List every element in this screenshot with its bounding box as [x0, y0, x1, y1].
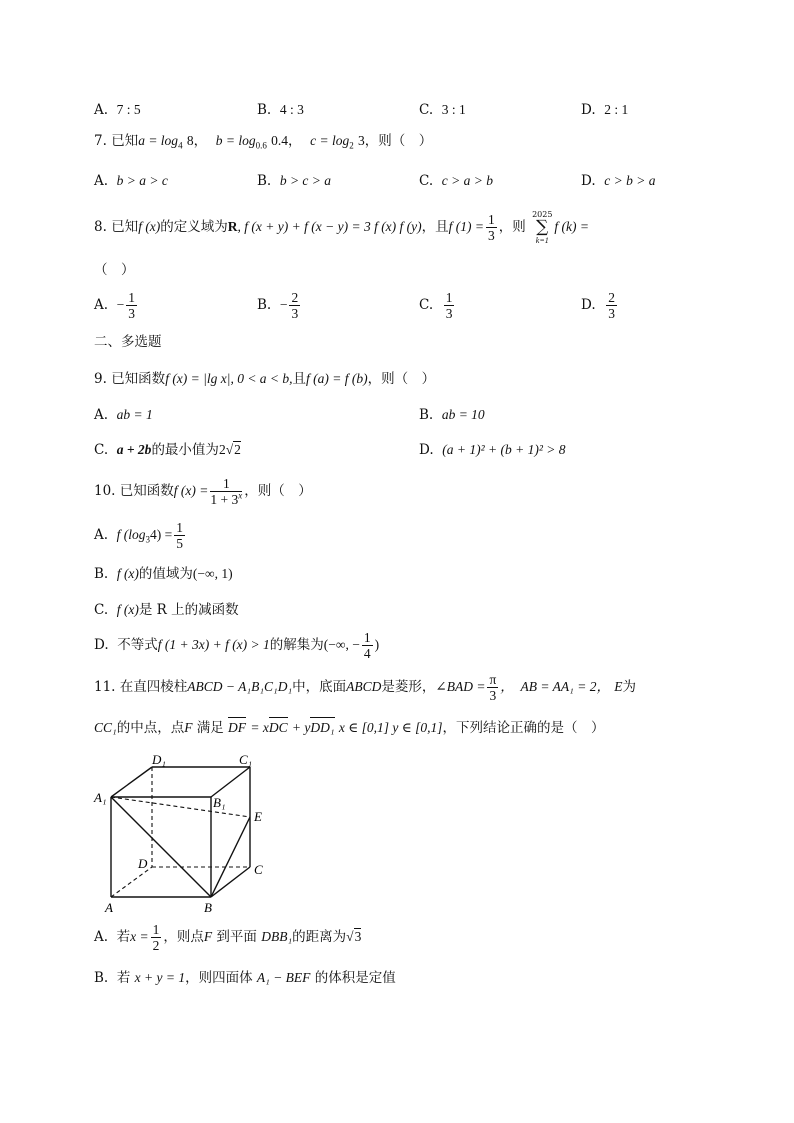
- denominator: 3: [128, 306, 136, 321]
- q7-option-c: [419, 174, 493, 189]
- exponent: x: [238, 490, 243, 501]
- q10-stem: [94, 476, 312, 507]
- numerator: 1: [128, 290, 136, 305]
- math-expr: a + 2b: [116, 442, 152, 457]
- question-number: 7.: [94, 133, 107, 149]
- fraction: [126, 290, 137, 321]
- question-text: 的定义域为: [160, 219, 228, 235]
- question-text: 的中点，点: [116, 720, 185, 736]
- math-expr: DBB₁: [261, 929, 293, 944]
- option-letter: A.: [94, 297, 109, 313]
- numerator: 1: [445, 290, 453, 305]
- math-expr: A₁ − BEF: [256, 970, 311, 985]
- q8-option-c: [419, 290, 456, 321]
- vector-dd1: DD₁: [310, 720, 335, 735]
- option-text: 若: [116, 970, 131, 986]
- question-text: 为: [622, 679, 636, 695]
- question-text: 已知函数: [111, 371, 166, 387]
- label-c: C: [254, 862, 263, 877]
- fraction: [151, 922, 162, 953]
- option-letter: C.: [419, 297, 434, 313]
- denominator-base: 1 + 3: [210, 492, 239, 507]
- option-text: 7 : 5: [116, 102, 141, 117]
- math-expr: f (log: [116, 527, 146, 542]
- option-letter: B.: [257, 173, 272, 189]
- option-text: 3 : 1: [441, 102, 466, 117]
- option-sign: −: [279, 297, 288, 312]
- fraction: [486, 212, 497, 243]
- denominator: 3: [608, 306, 615, 321]
- q7-option-d: [581, 174, 655, 189]
- math-expr: CC₁: [94, 720, 117, 735]
- option-text: c > b > a: [604, 173, 656, 188]
- math-expr: 3，则（ ）: [358, 133, 433, 148]
- denominator: 3: [291, 306, 299, 321]
- fraction: [487, 672, 498, 703]
- math-expr: ∠BAD =: [435, 679, 486, 694]
- option-text: c > a > b: [441, 173, 493, 188]
- math-expr: x ∈ [0,1] y ∈ [0,1]: [338, 720, 443, 735]
- q6-option-b: [257, 103, 304, 118]
- option-text: ，则四面体: [185, 970, 253, 986]
- q9-stem: [94, 372, 435, 387]
- option-letter: D.: [581, 297, 596, 313]
- option-text: 到平面: [216, 929, 257, 945]
- numerator: 1: [488, 212, 495, 227]
- math-expr: = x: [250, 720, 269, 735]
- q11-option-a: [94, 922, 361, 953]
- summation: [532, 210, 552, 245]
- math-expr: x =: [130, 929, 149, 944]
- option-letter: C.: [419, 102, 434, 118]
- math-expr: 4) =: [150, 527, 173, 542]
- question-text: 已知: [111, 133, 139, 149]
- denominator: 4: [363, 646, 371, 661]
- question-text: 满足: [196, 720, 224, 736]
- math-expr: f (x): [138, 219, 161, 234]
- option-text: 2 : 1: [604, 102, 629, 117]
- math-expr: ABCD − A₁B₁C₁D₁: [187, 679, 293, 694]
- q8-stem: [94, 208, 589, 246]
- math-expr: F: [184, 720, 193, 735]
- question-text: ，且: [421, 219, 449, 235]
- fraction: [210, 476, 242, 507]
- question-text: 中，底面: [292, 679, 347, 695]
- q11-stem: [94, 672, 636, 703]
- sqrt-radicand: 2: [234, 442, 241, 457]
- q7-option-b: [257, 174, 331, 189]
- math-expr: f (x) =: [173, 483, 209, 498]
- math-expr: (−∞, −: [323, 637, 360, 652]
- math-expr: (−∞, 1): [192, 566, 233, 581]
- math-expr: E: [614, 679, 623, 694]
- log-base: 3: [145, 534, 151, 545]
- option-text: 不等式: [117, 637, 158, 653]
- denominator: [210, 492, 242, 507]
- math-expr: ABCD: [346, 679, 382, 694]
- q10-option-d: [94, 630, 379, 661]
- math-expr: f (a) = f (b): [306, 371, 368, 386]
- math-expr: f (1) =: [448, 219, 485, 234]
- option-letter: B.: [257, 102, 272, 118]
- question-text: 已知函数: [119, 483, 174, 499]
- q11-option-b: [94, 971, 396, 986]
- numerator: 1: [363, 630, 371, 645]
- option-text: 的解集为: [269, 637, 324, 653]
- question-text: ，则（ ）: [367, 371, 436, 387]
- math-expr: f (1 + 3x) + f (x) > 1: [157, 637, 270, 652]
- math-expr: c = log: [310, 133, 350, 148]
- q11-stem-line2: [94, 721, 605, 736]
- math-expr: b = log: [215, 133, 256, 148]
- sqrt-sign: √: [346, 929, 354, 944]
- math-expr: f (k) =: [554, 219, 590, 234]
- log-base: 0.6: [255, 140, 267, 151]
- denominator: 3: [488, 228, 495, 243]
- option-letter: C.: [419, 173, 434, 189]
- math-expr: x + y = 1: [134, 970, 186, 985]
- math-expr: 2: [218, 442, 226, 457]
- prism-figure: [90, 752, 280, 917]
- math-expr: f (x) = |lg x|, 0 < a < b,: [165, 371, 293, 386]
- q10-option-b: [94, 567, 233, 582]
- vector-df: DF: [228, 720, 247, 735]
- numerator: 1: [176, 520, 183, 535]
- option-text: 是 R 上的减函数: [138, 602, 239, 618]
- numerator: 2: [291, 290, 299, 305]
- option-letter: C.: [94, 602, 109, 618]
- option-text: 的值域为: [138, 566, 193, 582]
- q8-option-a: [94, 290, 139, 321]
- question-text: 是菱形，: [381, 679, 436, 695]
- math-expr: F: [203, 929, 213, 944]
- vector-dc: DC: [268, 720, 288, 735]
- label-c1: C₁: [239, 752, 253, 767]
- option-letter: D.: [581, 102, 596, 118]
- fraction: [362, 630, 373, 661]
- option-text: b > a > c: [116, 173, 168, 188]
- math-expr: , f (x + y) + f (x − y) = 3 f (x) f (y): [237, 219, 422, 234]
- q10-option-a: [94, 520, 187, 551]
- section-heading: 二、多选题: [94, 334, 162, 350]
- numerator: 2: [608, 290, 615, 305]
- option-text: 的体积是定值: [314, 970, 396, 986]
- math-expr: ， AB = AA₁ = 2，: [500, 679, 610, 694]
- denominator: 5: [176, 536, 183, 551]
- option-letter: B.: [257, 297, 272, 313]
- label-e: E: [254, 809, 262, 824]
- reals-symbol: R: [227, 219, 238, 234]
- option-letter: C.: [94, 442, 109, 458]
- math-expr: 8，: [186, 133, 208, 148]
- denominator: 3: [445, 306, 453, 321]
- sqrt-sign: √: [225, 442, 234, 457]
- sqrt-radicand: 3: [354, 929, 362, 944]
- numerator: 1: [210, 476, 242, 492]
- option-letter: B.: [94, 970, 109, 986]
- question-text: ，则（ ）: [244, 483, 312, 499]
- question-text: 且: [292, 371, 307, 387]
- q6-option-a: [94, 103, 141, 118]
- option-text: ab = 1: [116, 407, 153, 422]
- option-text: ab = 10: [441, 407, 485, 422]
- label-d1: D₁: [152, 752, 166, 767]
- option-letter: B.: [94, 566, 109, 582]
- log-base: 4: [178, 140, 183, 151]
- option-letter: A.: [94, 527, 109, 543]
- label-b: B: [204, 900, 212, 915]
- denominator: 2: [152, 938, 160, 953]
- q9-option-b: [419, 408, 485, 423]
- math-expr: ): [374, 637, 380, 652]
- sigma-symbol: ∑: [536, 217, 549, 237]
- question-number: 9.: [94, 371, 107, 387]
- q8-option-b: [257, 290, 302, 321]
- option-text: (a + 1)² + (b + 1)² > 8: [442, 442, 566, 457]
- label-a1: A₁: [94, 790, 107, 805]
- option-sign: −: [116, 297, 125, 312]
- q7-option-a: [94, 174, 168, 189]
- option-text: ，则点: [163, 929, 204, 945]
- q9-option-a: [94, 408, 153, 423]
- math-expr: f (x): [116, 602, 139, 617]
- math-expr: + y: [291, 720, 311, 735]
- option-text: 若: [116, 929, 131, 945]
- option-text: 4 : 3: [279, 102, 304, 117]
- q6-option-c: [419, 103, 466, 118]
- option-text: b > c > a: [279, 173, 332, 188]
- q9-option-c: [94, 443, 241, 458]
- option-letter: D.: [581, 173, 596, 189]
- option-letter: B.: [419, 407, 434, 423]
- q7-stem: [94, 134, 432, 149]
- label-b1: B₁: [213, 795, 226, 810]
- q8-option-d: [581, 290, 619, 321]
- label-a: A: [105, 900, 113, 915]
- fraction: [289, 290, 300, 321]
- option-letter: D.: [94, 637, 109, 653]
- fraction: [444, 290, 455, 321]
- option-letter: A.: [94, 929, 109, 945]
- question-number: 8.: [94, 219, 107, 235]
- question-text: 在直四棱柱: [119, 679, 188, 695]
- numerator: 1: [152, 922, 160, 937]
- question-text: 已知: [111, 219, 139, 235]
- log-base: 2: [349, 140, 354, 151]
- q8-paren: （ ）: [94, 262, 135, 278]
- question-number: 11.: [94, 679, 116, 695]
- option-text: 的距离为: [292, 929, 347, 945]
- numerator: π: [489, 672, 497, 687]
- math-expr: a = log: [138, 133, 179, 148]
- label-d: D: [138, 856, 148, 871]
- question-text: ，下列结论正确的是（ ）: [442, 720, 605, 736]
- q9-option-d: [419, 443, 566, 458]
- option-letter: A.: [94, 407, 109, 423]
- fraction: [606, 290, 617, 321]
- option-letter: D.: [419, 442, 434, 458]
- fraction: [174, 520, 185, 551]
- option-letter: A.: [94, 102, 109, 118]
- question-number: 10.: [94, 483, 116, 499]
- math-expr: f (x): [116, 566, 139, 581]
- q6-option-d: [581, 103, 628, 118]
- sum-upper: 2025: [532, 210, 553, 219]
- option-text: 的最小值为: [151, 442, 219, 458]
- q10-option-c: [94, 603, 239, 618]
- question-text: ，则: [498, 219, 526, 235]
- denominator: 3: [489, 688, 497, 703]
- math-expr: 0.4，: [271, 133, 302, 148]
- option-letter: A.: [94, 173, 109, 189]
- sum-lower: k=1: [535, 236, 549, 245]
